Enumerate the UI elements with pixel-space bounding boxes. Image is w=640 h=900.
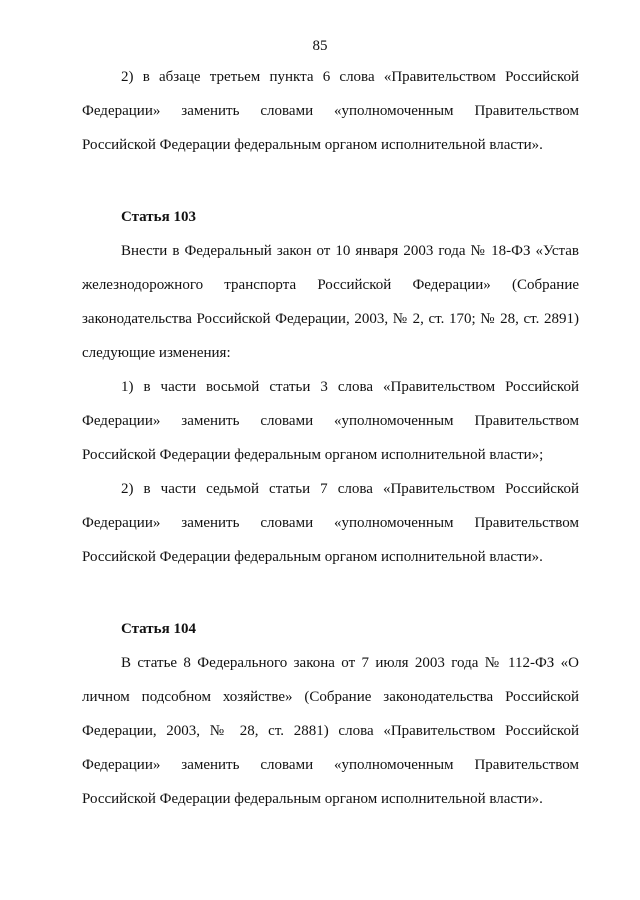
article-paragraph: 1) в части восьмой статьи 3 слова «Правительством Российской Федерации» заменить словами «уполномоченным Правительством Российской Федерации федеральным органом исполнительной власти»; <box>82 379 579 463</box>
article-heading: Статья 103 <box>121 209 196 225</box>
document-body <box>82 60 579 816</box>
page-number: 85 <box>312 38 328 54</box>
article-paragraph: Внести в Федеральный закон от 10 января 2003 года № 18-ФЗ «Устав железнодорожного транспорта Российской Федерации» (Собрание законодательства Российской Федерации, 2003, № 2, ст. 170; № 28, ст. 2891) следующие изменения: <box>82 243 579 361</box>
article-paragraph: 2) в части седьмой статьи 7 слова «Правительством Российской Федерации» заменить словами «уполномоченным Правительством Российской Федерации федеральным органом исполнительной власти». <box>82 481 579 565</box>
article-104 <box>82 612 579 816</box>
article-103 <box>82 200 579 574</box>
intro-item-2: 2) в абзаце третьем пункта 6 слова «Правительством Российской Федерации» заменить словами «уполномоченным Правительством Российской Федерации федеральным органом исполнительной власти». <box>82 69 579 153</box>
article-heading: Статья 104 <box>121 621 196 637</box>
article-paragraph: В статье 8 Федерального закона от 7 июля 2003 года № 112-ФЗ «О личном подсобном хозяйстве» (Собрание законодательства Российской Федерации, 2003, № 28, ст. 2881) слова «Правительством Российской Федерации» заменить словами «уполномоченным Правительством Российской Федерации федеральным органом исполнительной власти». <box>82 655 579 807</box>
